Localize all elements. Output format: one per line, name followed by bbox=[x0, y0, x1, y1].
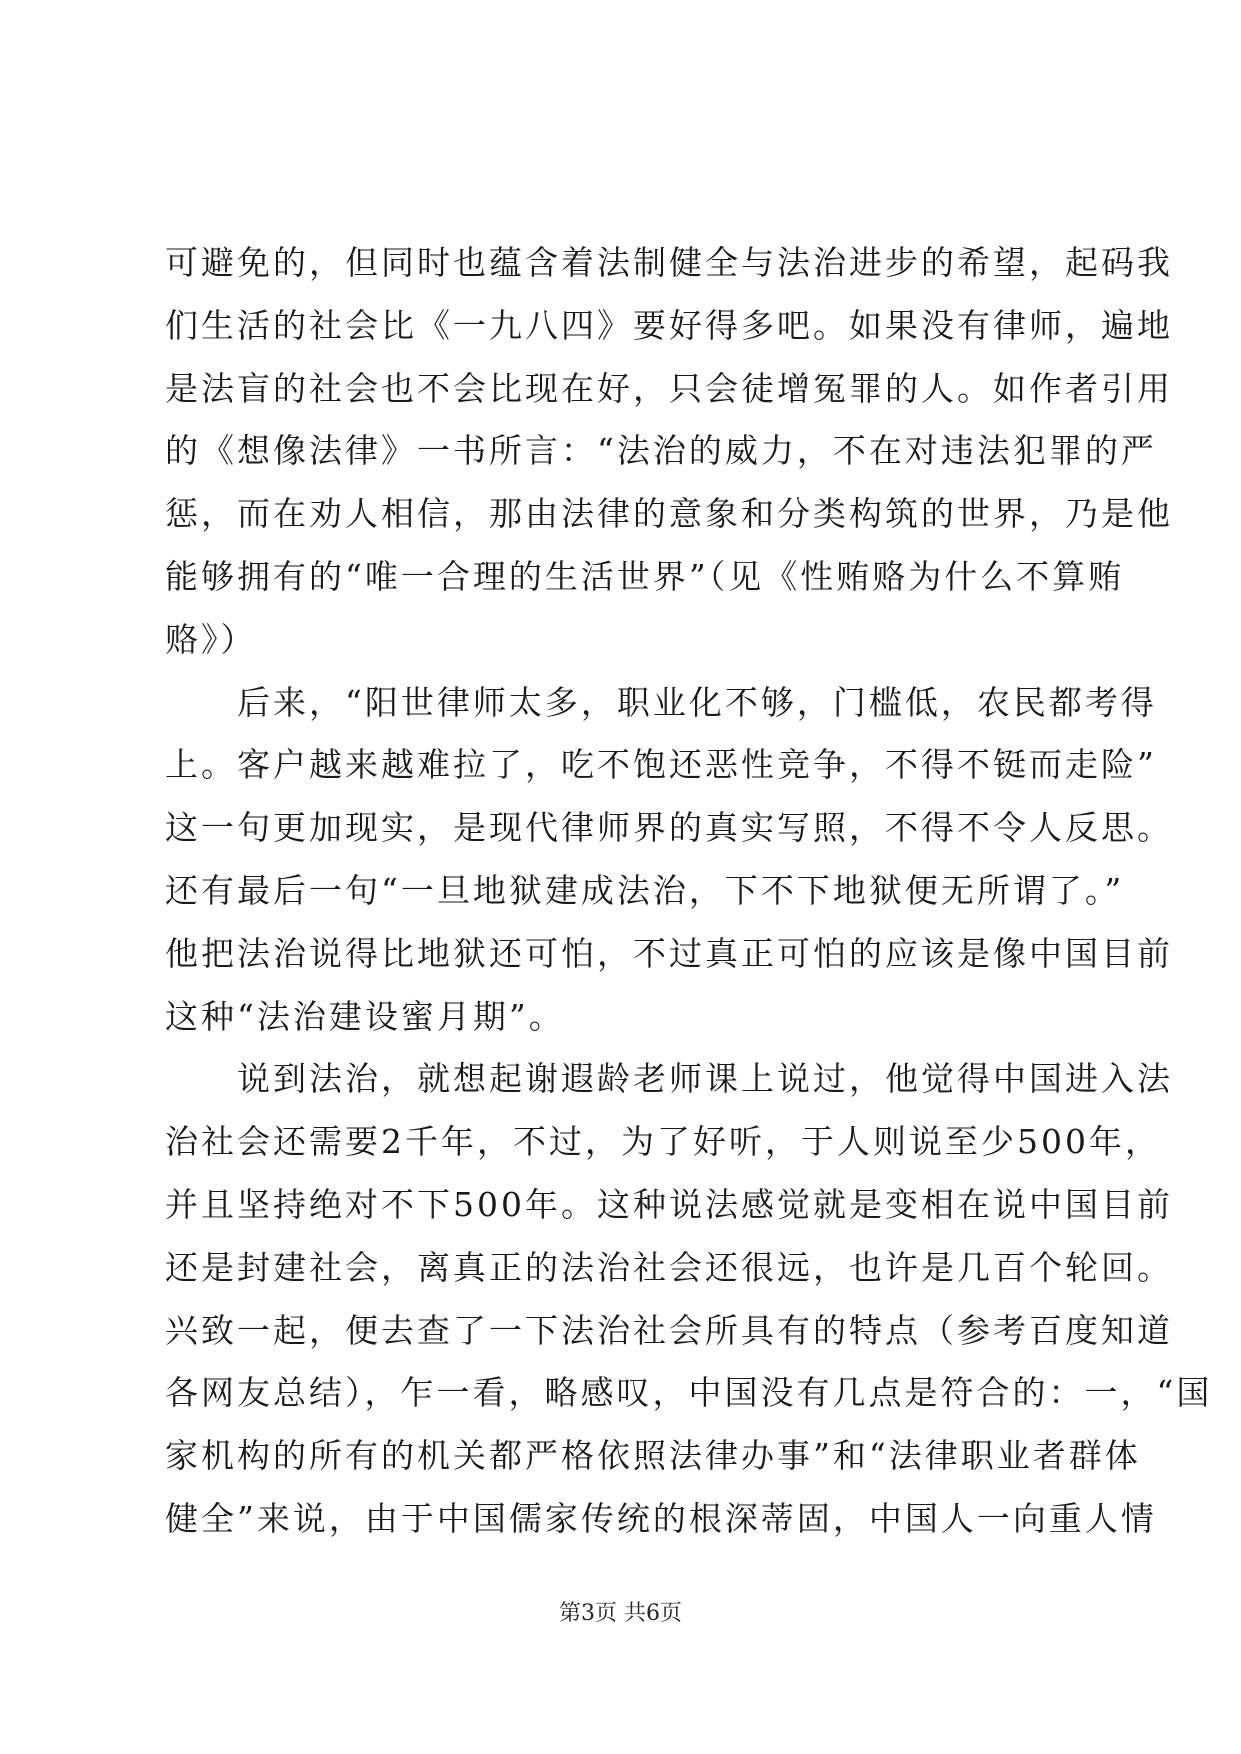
text-line: 是法盲的社会也不会比现在好，只会徒增冤罪的人。如作者引用 bbox=[165, 368, 1173, 408]
text-line: 并且坚持绝对不下500年。这种说法感觉就是变相在说中国目前 bbox=[165, 1184, 1173, 1224]
text-line: 他把法治说得比地狱还可怕，不过真正可怕的应该是像中国目前 bbox=[165, 933, 1173, 973]
page-number-footer: 第3页 共6页 bbox=[559, 1601, 682, 1626]
text-line: 说到法治，就想起谢遐龄老师课上说过，他觉得中国进入法 bbox=[165, 1059, 1173, 1099]
text-line: 还是封建社会，离真正的法治社会还很远，也许是几百个轮回。 bbox=[165, 1247, 1173, 1287]
text-line: 能够拥有的“唯一合理的生活世界”（见《性贿赂为什么不算贿 bbox=[165, 556, 1125, 596]
text-line: 们生活的社会比《一九八四》要好得多吧。如果没有律师，遍地 bbox=[165, 305, 1173, 345]
text-line: 上。客户越来越难拉了，吃不饱还恶性竞争，不得不铤而走险” bbox=[165, 745, 1157, 785]
body-text bbox=[165, 232, 1213, 1551]
text-line: 还有最后一句“一旦地狱建成法治，下不下地狱便无所谓了。” bbox=[165, 870, 1125, 910]
text-line: 这种“法治建设蜜月期”。 bbox=[165, 996, 565, 1036]
text-line: 的《想像法律》一书所言：“法治的威力，不在对违法犯罪的严 bbox=[165, 431, 1157, 471]
text-line: 治社会还需要2千年，不过，为了好听，于人则说至少500年， bbox=[165, 1122, 1161, 1162]
text-line: 家机构的所有的机关都严格依照法律办事”和“法律职业者群体 bbox=[165, 1436, 1141, 1476]
text-line: 赂》） bbox=[165, 619, 257, 659]
text-line: 可避免的，但同时也蕴含着法制健全与法治进步的希望，起码我 bbox=[165, 243, 1173, 282]
text-line: 后来，“阳世律师太多，职业化不够，门槛低，农民都考得 bbox=[165, 682, 1157, 722]
text-line: 健全”来说，由于中国儒家传统的根深蒂固，中国人一向重人情 bbox=[165, 1498, 1157, 1538]
text-line: 惩，而在劝人相信，那由法律的意象和分类构筑的世界，乃是他 bbox=[165, 494, 1173, 534]
text-line: 各网友总结），乍一看，略感叹，中国没有几点是符合的：一，“国 bbox=[165, 1373, 1213, 1413]
text-line: 这一句更加现实，是现代律师界的真实写照，不得不令人反思。 bbox=[165, 808, 1173, 848]
text-line: 兴致一起，便去查了一下法治社会所具有的特点（参考百度知道 bbox=[165, 1310, 1173, 1350]
